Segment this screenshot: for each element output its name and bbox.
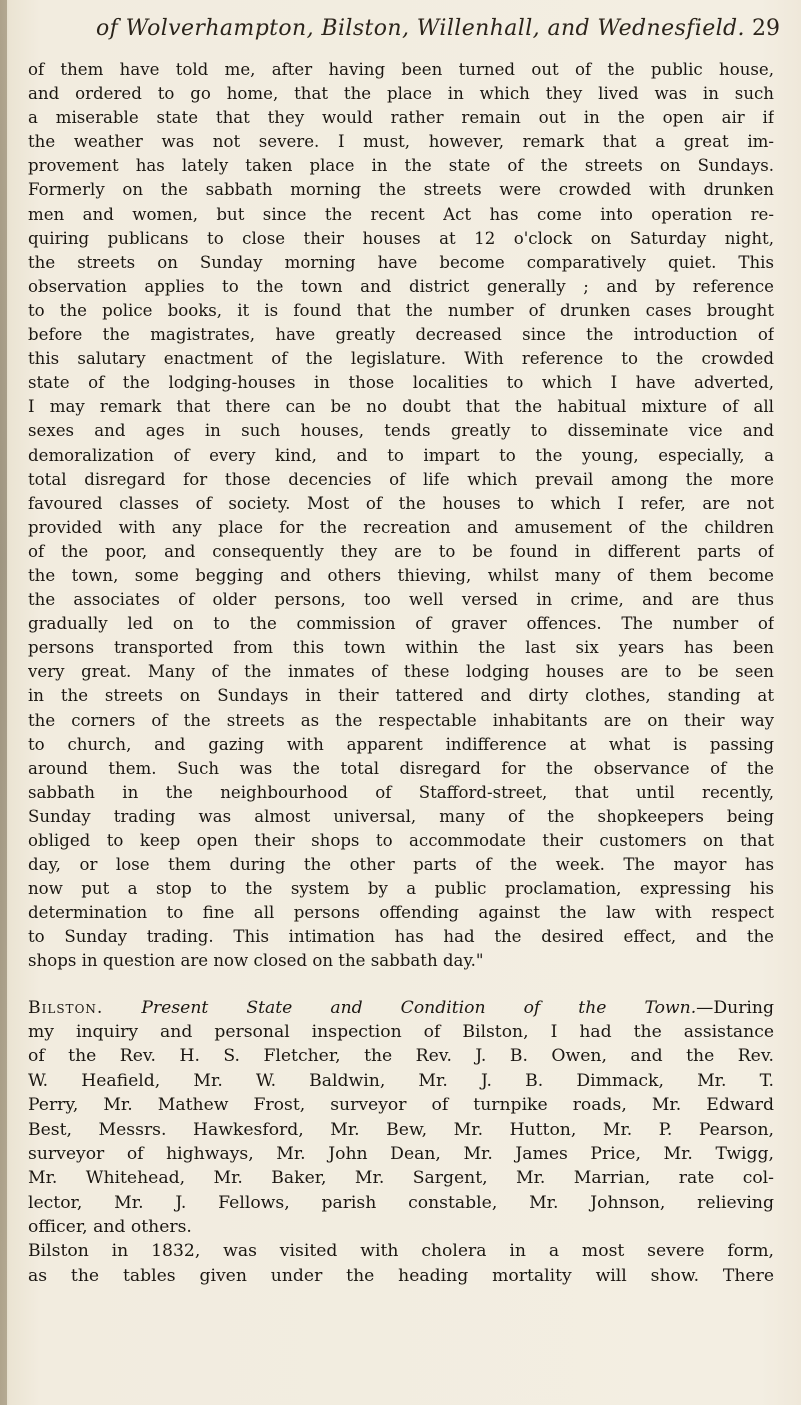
text-line: this salutary enactment of the legislature. With reference to the crowded <box>28 349 774 369</box>
text-line: now put a stop to the system by a public proclamation, expressing his <box>28 879 774 899</box>
text-line: persons transported from this town within the last six years has been <box>28 638 774 658</box>
text-line: in the streets on Sundays in their tattered and dirty clothes, standing at <box>28 686 774 706</box>
text-line: to church, and gazing with apparent indifference at what is passing <box>28 734 774 754</box>
section-heading-title: Present State and Condition of the Town. <box>141 997 697 1018</box>
text-line: a miserable state that they would rather remain out in the open air if <box>28 108 774 128</box>
text-line: quiring publicans to close their houses at 12 o'clock on Saturday night, <box>28 228 774 248</box>
text-line: gradually led on to the commission of graver offences. The number of <box>28 614 774 634</box>
text-line: favoured classes of society. Most of the houses to which I refer, are not <box>28 493 774 513</box>
text-line: Sunday trading was almost universal, many of the shopkeepers being <box>28 806 774 826</box>
running-title: of Wolverhampton, Bilston, Willenhall, and Wednesfield. <box>96 16 745 41</box>
text-line: the streets on Sunday morning have become comparatively quiet. This <box>28 252 774 272</box>
text-line: of the Rev. H. S. Fletcher, the Rev. J. B. Owen, and the Rev. <box>28 1046 774 1067</box>
section-heading-continuation: During <box>713 997 774 1018</box>
text-line: day, or lose them during the other parts of the week. The mayor has <box>28 855 774 875</box>
section-heading-place: Bilston. <box>28 997 104 1018</box>
text-line: very great. Many of the inmates of these lodging houses are to be seen <box>28 662 774 682</box>
text-line: around them. Such was the total disregard for the observance of the <box>28 758 774 778</box>
text-line: provided with any place for the recreation and amusement of the children <box>28 517 774 537</box>
text-line: the weather was not severe. I must, however, remark that a great im- <box>28 132 774 152</box>
text-line: Formerly on the sabbath morning the streets were crowded with drunken <box>28 180 774 200</box>
section-heading-line <box>28 996 774 1020</box>
text-line: Mr. Whitehead, Mr. Baker, Mr. Sargent, Mr. Marrian, rate col- <box>28 1168 774 1189</box>
text-line: demoralization of every kind, and to impart to the young, especially, a <box>28 445 774 465</box>
text-line: state of the lodging-houses in those localities to which I have adverted, <box>28 373 774 393</box>
text-line: W. Heafield, Mr. W. Baldwin, Mr. J. B. Dimmack, Mr. T. <box>28 1070 774 1091</box>
text-line: as the tables given under the heading mortality will show. There <box>28 1265 774 1286</box>
text-line: the corners of the streets as the respectable inhabitants are on their way <box>28 710 774 730</box>
page-gutter-shadow <box>0 0 7 1405</box>
text-line: surveyor of highways, Mr. John Dean, Mr. James Price, Mr. Twigg, <box>28 1143 774 1164</box>
page-number: 29 <box>752 16 780 41</box>
text-line: obliged to keep open their shops to accommodate their customers on that <box>28 831 774 850</box>
text-line: of the poor, and consequently they are to be found in different parts of <box>28 541 774 561</box>
text-line: sexes and ages in such houses, tends greatly to disseminate vice and <box>28 421 774 441</box>
text-line: my inquiry and personal inspection of Bilston, I had the assistance <box>28 1021 774 1042</box>
text-line: observation applies to the town and district generally ; and by reference <box>28 276 774 296</box>
text-line: provement has lately taken place in the state of the streets on Sundays. <box>28 156 774 176</box>
text-line: of them have told me, after having been turned out of the public house, <box>28 60 774 79</box>
body-text <box>28 58 774 1288</box>
paragraph-2 <box>28 996 774 1240</box>
text-line: the associates of older persons, too well versed in crime, and are thus <box>28 590 774 610</box>
text-line: and ordered to go home, that the place in which they lived was in such <box>28 84 774 104</box>
text-line: Best, Messrs. Hawkesford, Mr. Bew, Mr. Hutton, Mr. P. Pearson, <box>28 1119 774 1140</box>
paragraph-3 <box>28 1239 774 1288</box>
text-line: Bilston in 1832, was visited with cholera in a most severe form, <box>28 1241 774 1262</box>
text-line: before the magistrates, have greatly decreased since the introduction of <box>28 325 774 345</box>
text-line: to the police books, it is found that the number of drunken cases brought <box>28 300 774 320</box>
text-line: determination to fine all persons offending against the law with respect <box>28 903 774 923</box>
paragraph-spacer <box>28 974 774 996</box>
text-line: the town, some begging and others thieving, whilst many of them become <box>28 565 774 585</box>
text-line: men and women, but since the recent Act has come into operation re- <box>28 204 774 224</box>
text-line: shops in question are now closed on the sabbath day." <box>28 951 484 971</box>
text-line: sabbath in the neighbourhood of Stafford-street, that until recently, <box>28 782 774 802</box>
paragraph-1 <box>28 58 774 974</box>
text-line: officer, and others. <box>28 1217 192 1238</box>
text-line: Perry, Mr. Mathew Frost, surveyor of turnpike roads, Mr. Edward <box>28 1095 774 1116</box>
text-line: total disregard for those decencies of life which prevail among the more <box>28 469 774 489</box>
text-line: to Sunday trading. This intimation has had the desired effect, and the <box>28 927 774 947</box>
text-line: lector, Mr. J. Fellows, parish constable, Mr. Johnson, relieving <box>28 1192 774 1213</box>
section-heading-dash: — <box>696 997 714 1018</box>
text-line: I may remark that there can be no doubt that the habitual mixture of all <box>28 397 774 417</box>
running-header <box>0 16 801 52</box>
